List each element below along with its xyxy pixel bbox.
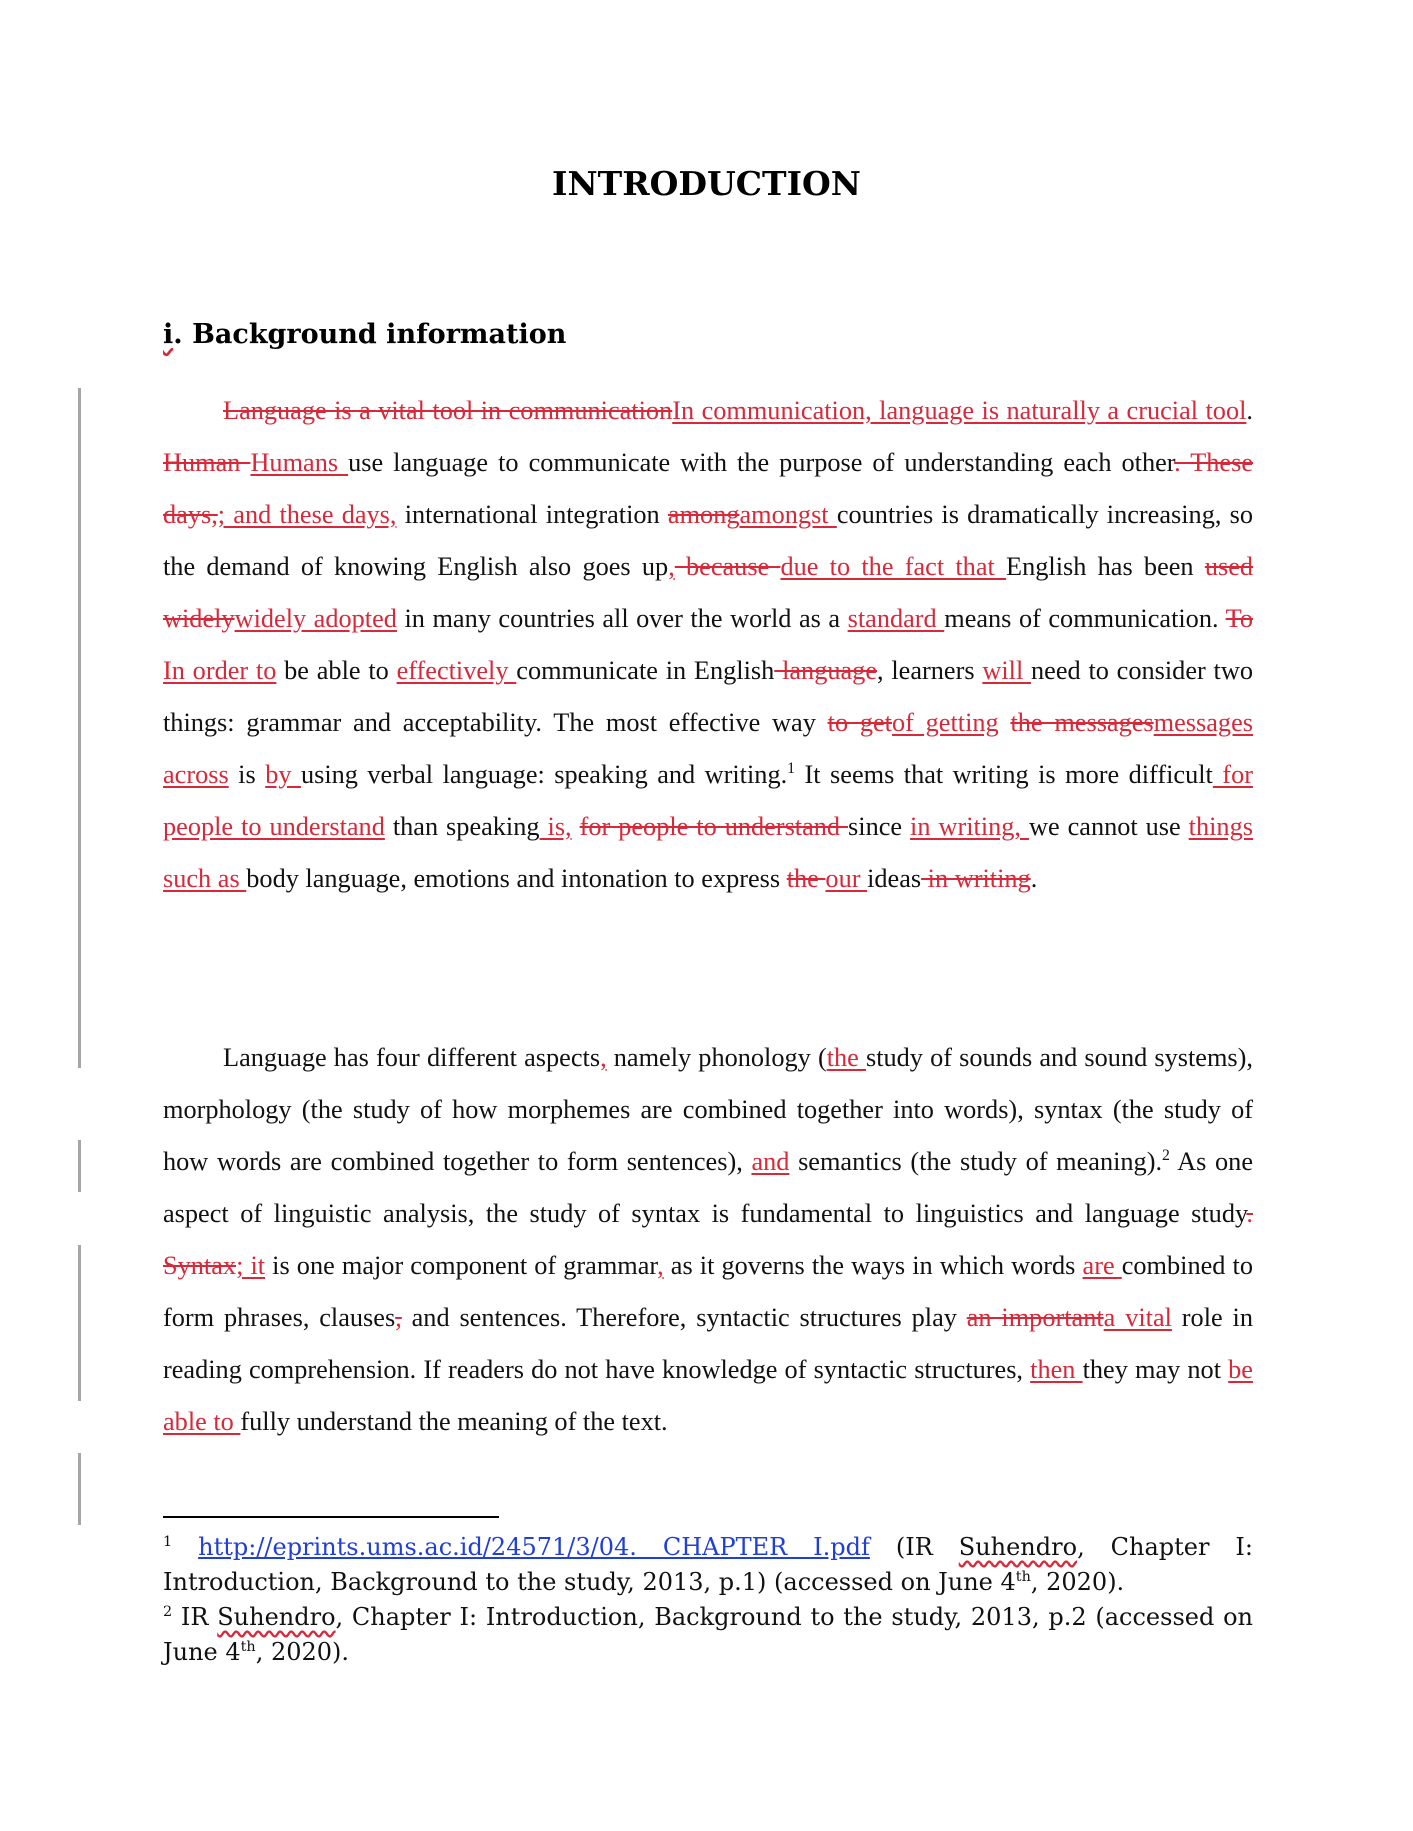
inserted-text: for people to understand: [163, 760, 1253, 841]
footnote-text: , Chapter I: Introduction, Background to the study, 2013, p.1) (accessed on June 4: [163, 1533, 1253, 1596]
inserted-text: of getting: [891, 708, 999, 737]
inserted-text: then: [1030, 1355, 1083, 1384]
deleted-text: Language is a vital tool in communication: [223, 396, 673, 425]
footnote-author: Suhendro: [217, 1603, 336, 1631]
body-text: communicate in English: [516, 656, 775, 685]
inserted-text: ,: [668, 552, 675, 581]
deleted-text: for people to understand: [579, 812, 849, 841]
inserted-text: widely adopted: [234, 604, 397, 633]
change-bar: [78, 1453, 81, 1525]
body-text: English has been: [1006, 552, 1205, 581]
inserted-text: is,: [539, 812, 572, 841]
deleted-text: To: [1225, 604, 1253, 633]
body-text: , learners: [877, 656, 983, 685]
body-text: since: [848, 812, 911, 841]
change-bar: [78, 1245, 81, 1401]
inserted-text: a vital: [1103, 1303, 1172, 1332]
deleted-text: . These days,: [163, 448, 1253, 529]
body-text: is one major component of grammar: [265, 1251, 658, 1280]
body-text: international integration: [396, 500, 668, 529]
footnote-2: [163, 1600, 1253, 1670]
body-text: study of sounds and sound systems), morphology (the study of how morphemes are combined together into words), syntax (the study of how words are combined together to form sentences),: [163, 1043, 1254, 1176]
body-text: as it governs the ways in which words: [663, 1251, 1083, 1280]
deleted-text: ,: [395, 1303, 402, 1332]
inserted-text: In order to: [163, 656, 277, 685]
inserted-text: amongst: [739, 500, 837, 529]
body-text: combined to form phrases, clauses: [163, 1251, 1253, 1332]
deleted-text: the: [786, 864, 826, 893]
section-number: i: [163, 319, 174, 350]
inserted-text: and: [751, 1147, 790, 1176]
inserted-text: the: [826, 1043, 866, 1072]
body-text: semantics (the study of meaning).: [789, 1147, 1163, 1176]
deleted-text: to get: [827, 708, 892, 737]
section-label: . Background information: [173, 319, 567, 350]
body-text: As one aspect of linguistic analysis, the study of syntax is fundamental to linguistics and language study: [163, 1147, 1253, 1228]
inserted-text: will: [982, 656, 1032, 685]
body-text: ideas: [867, 864, 922, 893]
body-text: countries is dramatically increasing, so the demand of knowing English also goes up: [163, 500, 1254, 581]
deleted-text: . Syntax: [163, 1199, 1253, 1280]
inserted-text: by: [265, 760, 301, 789]
deleted-text: the messages: [1010, 708, 1154, 737]
body-text: and sentences. Therefore, syntactic structures play: [401, 1303, 967, 1332]
inserted-text: Humans: [250, 448, 349, 477]
body-text: they may not: [1082, 1355, 1229, 1384]
inserted-text: are: [1082, 1251, 1122, 1280]
inserted-text: messages across: [163, 708, 1253, 789]
inserted-text: be able to: [163, 1355, 1253, 1436]
body-text: role in reading comprehension. If readers do not have knowledge of syntactic structures,: [163, 1303, 1253, 1384]
deleted-text: language: [774, 656, 877, 685]
footnote-ref: 1: [787, 760, 796, 778]
inserted-text: things such as: [163, 812, 1253, 893]
body-text: .: [1030, 864, 1038, 893]
body-text: namely phonology (: [606, 1043, 827, 1072]
footnote-text: IR: [172, 1603, 218, 1631]
body-text: than speaking: [384, 812, 540, 841]
inserted-text: ,: [657, 1251, 664, 1280]
footnote-text: , 2020).: [1030, 1568, 1125, 1596]
body-text: [999, 708, 1011, 737]
inserted-text: our: [825, 864, 868, 893]
footnote-link[interactable]: http://eprints.ums.ac.id/24571/3/04. CHAPTER I.pdf: [198, 1533, 870, 1561]
body-text: fully understand the meaning of the text.: [240, 1407, 668, 1436]
inserted-text: ; it: [236, 1251, 266, 1280]
footnote-sup: th: [240, 1639, 256, 1655]
inserted-text: in writing,: [910, 812, 1029, 841]
footnotes: [163, 1530, 1253, 1670]
inserted-text: due to the fact that: [780, 552, 1007, 581]
deleted-text: an important: [966, 1303, 1104, 1332]
inserted-text: effectively: [396, 656, 517, 685]
body-text: use language to communicate with the purpose of understanding each other: [348, 448, 1175, 477]
footnote-number: 2: [163, 1604, 173, 1620]
deleted-text: used widely: [163, 552, 1254, 633]
inserted-text: In communication, language is naturally a crucial tool: [672, 396, 1247, 425]
footnote-author: Suhendro: [958, 1533, 1078, 1561]
body-text: using verbal language: speaking and writing.: [300, 760, 788, 789]
footnote-text: , Chapter I: Introduction, Background to the study, 2013, p.2 (accessed on June 4: [163, 1603, 1253, 1666]
body-text: need to consider two things: grammar and acceptability. The most effective way: [163, 656, 1253, 737]
deleted-text: among: [667, 500, 740, 529]
body-text: It seems that writing is more difficult: [795, 760, 1213, 789]
paragraph-2: [163, 1032, 1253, 1448]
paragraph-1: [163, 385, 1253, 905]
body-text: be able to: [276, 656, 397, 685]
footnote-separator: [163, 1516, 499, 1518]
inserted-text: ,: [600, 1043, 607, 1072]
footnote-number: 1: [163, 1534, 173, 1550]
body-text: Language has four different aspects: [223, 1043, 601, 1072]
change-bar: [78, 388, 81, 1068]
footnote-1: [163, 1530, 1253, 1600]
footnote-sup: th: [1015, 1569, 1031, 1585]
body-text: means of communication.: [944, 604, 1226, 633]
body-text: [572, 812, 580, 841]
body-text: body language, emotions and intonation to express: [246, 864, 787, 893]
deleted-text: in writing: [921, 864, 1031, 893]
section-heading: [163, 319, 566, 350]
body-text: in many countries all over the world as a: [396, 604, 848, 633]
inserted-text: standard: [847, 604, 945, 633]
deleted-text: Human: [163, 448, 251, 477]
change-bar: [78, 1140, 81, 1192]
deleted-text: because: [674, 552, 781, 581]
body-text: we cannot use: [1028, 812, 1189, 841]
body-text: .: [1246, 396, 1253, 425]
inserted-text: ; and these days,: [217, 500, 397, 529]
body-text: is: [228, 760, 266, 789]
footnote-text: (IR: [869, 1533, 959, 1561]
page-title: INTRODUCTION: [552, 164, 861, 203]
footnote-text: , 2020).: [255, 1638, 350, 1666]
footnote-ref: 2: [1162, 1147, 1170, 1165]
